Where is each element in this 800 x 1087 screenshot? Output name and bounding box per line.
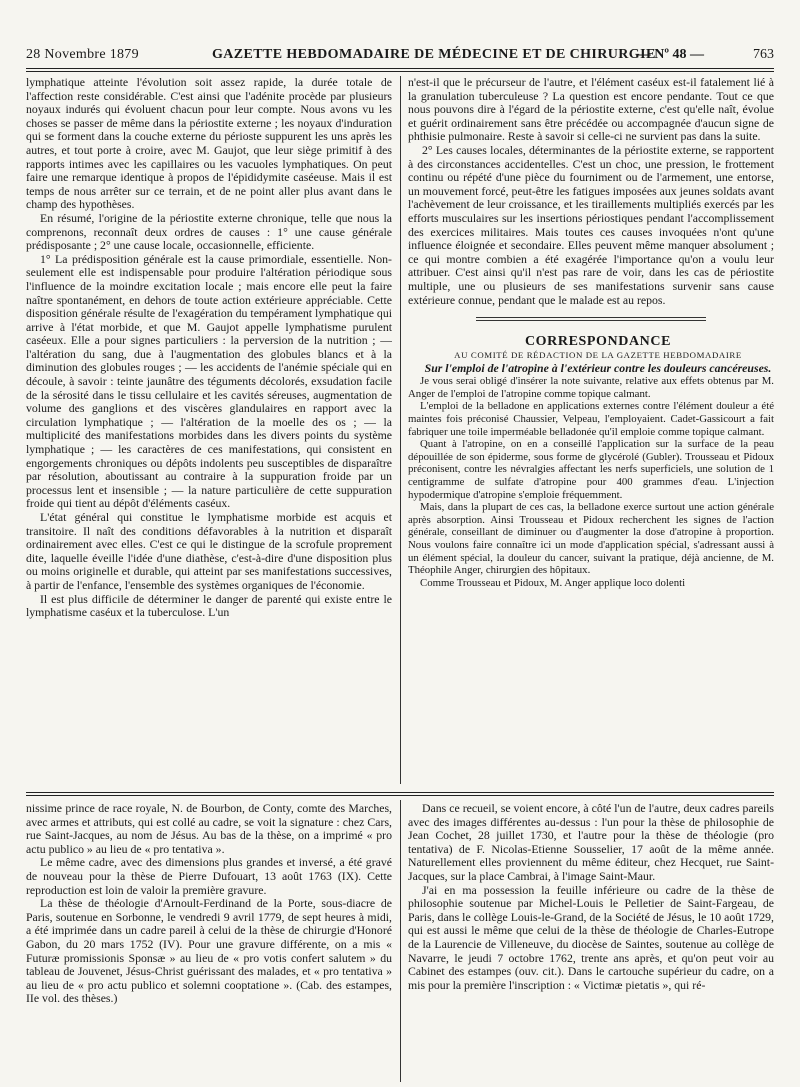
paragraph: Je vous serai obligé d'insérer la note suivante, relative aux effets obtenus par M. Anger de l'emploi de l'atropine comme topique calmant.: [408, 375, 774, 400]
column-divider: [400, 76, 401, 784]
bottom-right-column: [408, 802, 774, 1082]
issue-date: 28 Novembre 1879: [26, 47, 139, 62]
column-divider: [400, 800, 401, 1082]
feuilleton-rule-double: [26, 795, 774, 796]
paragraph: L'état général qui constitue le lymphatisme morbide est acquis et transitoire. Il naît des conditions défavorables à la nutrition et disparaît ordinairement avec elles. C'est ce qui le distingue de la scrofule proprement dite, laquelle éveille l'idée d'une diathèse, c'est-à-dire d'une disposition plus ou moins originelle et durable, qui atteint par ses manifestations successives, à partir de l'enfance, l'ensemble des systèmes organiques de l'économie.: [26, 510, 392, 592]
issue-number: — Nº 48 —: [636, 47, 704, 62]
paragraph: La thèse de théologie d'Arnoult-Ferdinand de la Porte, sous-diacre de Paris, soutenue en Sorbonne, le vendredi 9 avril 1779, de sept heures à midi, a été imprimée dans un cadre pareil à celui de la thèse de chirurgie d'Honoré Gabon, du 20 mars 1752 (IV). Pour une gravure différente, on a mis « Futuræ promissionis Sponsæ » au lieu de « pro votis confert salutem » du tableau de Jouvenet, Jésus-Christ guérissant des malades, et « pro tentativa » au lieu de « pro actu publico et solemni cooptatione ». (Cab. des estampes, IIe vol. des thèses.): [26, 896, 392, 1006]
paragraph: n'est-il que le précurseur de l'autre, et l'élément caséux est-il fatalement lié à la granulation tuberculeuse ? La question est encore pendante. Tout ce que nous pouvons dire à l'égard de la périostite externe, c'est qu'elle naît, évolue et guérit ordinairement sans être précédée ou accompagnée d'aucun signe de phthisie pulmonaire. Reste à savoir si celle-ci ne survient pas dans la suite.: [408, 76, 774, 144]
section-separator: [476, 317, 706, 321]
article-heading: Sur l'emploi de l'atropine à l'extérieur contre les douleurs cancéreuses.: [424, 361, 772, 376]
paragraph: 1° La prédisposition générale est la cause primordiale, essentielle. Non-seulement elle est indispensable pour produire l'altération périodique sous l'influence de la moindre excitation locale ; mais encore elle peut la faire naître spontanément, en dehors de toute action extérieure appréciable. Cette disposition générale résulte de l'exagération du tempérament lymphatique qui arrive à l'état morbide, et que M. Gaujot appelle lymphatisme purulent caséeux. Elle a pour signes particuliers : la perversion de la nutrition ; — l'altération du sang, due à l'augmentation des globules blancs et à la diminution des globules rouges ; — les accidents de l'anémie spéciale qui en découle, à savoir : teinte jaunâtre des téguments décolorés, exsudation facile de la sérosité dans le tissu cellulaire et les cavités séreuses, augmentation de volume des ganglions et des viscères glandulaires en rapport avec la circulation lymphatique ; — l'altération de la moelle des os ; — la multiplicité des manifestations morbides dans les divers points du système lymphatique ; — les caractères de ces manifestations, qui consistent en engorgements chroniques ou dépôts indolents peu susceptibles de disparaître par résolution, aboutissant au contraire à la suppuration froide par un processus lent et insensible ; — la nature particulière de cette suppuration froide qui tient au dépôt d'éléments caséux.: [26, 251, 392, 511]
page-number: 763: [753, 47, 774, 62]
journal-title: GAZETTE HEBDOMADAIRE DE MÉDECINE ET DE CHIRURGIE: [212, 47, 656, 62]
feuilleton-rule: [26, 792, 774, 793]
paragraph: Mais, dans la plupart de ces cas, la belladone exerce surtout une action générale après absorption. Ainsi Trousseau et Pidoux recherchent les signes de l'action générale, conseillant de diminuer ou d'augmenter la dose d'atropine à proportion. Nous voulons faire connaître ici un mode d'application spécial, s'adressant aussi à un élément spécial, la douleur du cancer, suivant la pratique, déjà ancienne, de M. Théophile Anger, chirurgien des hôpitaux.: [408, 501, 774, 577]
paragraph: Comme Trousseau et Pidoux, M. Anger applique loco dolenti: [420, 576, 686, 589]
paragraph: Quant à l'atropine, on en a conseillé l'application sur la surface de la peau dépouillée de son épiderme, sous forme de glycérolé (Gubler). Trousseau et Pidoux préconisent, contre les névralgies affectant les nerfs superficiels, une solution de 1 centigramme de sulfate d'atropine pour 400 grammes d'eau. L'injection hypodermique d'atropine s'emploie fréquemment.: [408, 438, 774, 501]
section-title: CORRESPONDANCE: [524, 334, 672, 350]
section-subtitle: AU COMITÉ DE RÉDACTION DE LA GAZETTE HEBDOMADAIRE: [454, 349, 742, 360]
paragraph: Le même cadre, avec des dimensions plus grandes et inversé, a été gravé de nouveau pour la thèse de Pierre Dufouart, 13 août 1763 (IX). Cette reproduction est loin de valoir la première gravure.: [26, 855, 392, 897]
correspondance-body: [408, 375, 774, 589]
page-header: [26, 44, 774, 66]
paragraph: L'emploi de la belladone en applications externes contre l'élément douleur a été maintes fois préconisé Chaussier, Velpeau, l'employaient. Cadet-Gassicourt a fait fabriquer une toile imperméable belladonée qu'il emploie comme topique calmant.: [408, 400, 774, 438]
paragraph: lymphatique atteinte l'évolution soit assez rapide, la durée totale de l'affection reste considérable. C'est ainsi que l'adénite procède par plusieurs noyaux indurés qui évoluent chacun pour leur compte. Nous avons vu les choses se passer de même dans la périostite externe ; les noyaux d'induration qui se forment dans la couche externe du périoste suppurent les uns après les autres, et tout porte à croire, avec M. Gaujot, que leur siège primitif à des rapports intimes avec les capillaires ou les vacuoles lymphatiques. On peut faire une remarque identique à propos de l'épididymite caséeuse. Mais il est temps de nous arrêter sur ce terrain, et de ne point aller plus avant dans le champ des hypothèses.: [26, 76, 392, 212]
paragraph: J'ai en ma possession la feuille inférieure ou cadre de la thèse de philosophie soutenue par Michel-Louis le Pelletier de Saint-Fargeau, de Paris, dans le collège Louis-le-Grand, de la Société de Jésus, le 10 août 1729, qui est aussi le même que celui de la thèse de théologie de Charles-Eutrope de la Laurencie de Villeneuve, du diocèse de Saintes, soutenue au collège de Navarre, le jeudi 7 octobre 1762, trente ans après, et qu'on peut voir au Cabinet des estampes (ouv. cit.). Dans le cartouche supérieur du cadre, on a mis pour la première l'inscription : « Victimæ pietatis », qui ré-: [408, 882, 774, 992]
paragraph: En résumé, l'origine de la périostite externe chronique, telle que nous la comprenons, reconnaît deux ordres de causes : 1° une cause générale prédisposante ; 2° une cause locale, occasionnelle, efficiente.: [26, 210, 392, 253]
paragraph: nissime prince de race royale, N. de Bourbon, de Conty, comte des Marches, avec armes et attributs, qui est collé au cadre, se voit la signature : chez Cars, rue Saint-Jacques, au nom de Jésus. Au bas de la thèse, on a imprimé « pro actu publico » au lieu de « pro tentativa ».: [26, 802, 392, 856]
top-left-column: [26, 76, 392, 780]
paragraph: Il est plus difficile de déterminer le danger de parenté qui existe entre le lymphatisme caséux et la tuberculose. L'un: [26, 591, 392, 620]
header-rule-double: [26, 71, 774, 72]
paragraph: Dans ce recueil, se voient encore, à côté l'un de l'autre, deux cadres pareils avec des images différentes au-dessus : l'un pour la thèse de philosophie de Jean Cochet, 28 juillet 1730, et l'autre pour la thèse de théologie (pro tentativa) de F. Nicolas-Etienne Sousselier, 17 août de la même année. Naturellement elles proviennent du même éditeur, chez Hecquet, rue Saint-Jacques, sur la place Cambrai, à l'image Saint-Maur.: [408, 802, 774, 883]
top-right-column: [408, 76, 774, 782]
bottom-left-column: [26, 802, 392, 1082]
paragraph: 2° Les causes locales, déterminantes de la périostite externe, se rapportent à des circonstances accidentelles. C'est un choc, une pression, le frottement continu ou répété d'une pièce du fourniment ou de l'armement, une entorse, un mouvement forcé, peut-être les fatigues imposées aux jeunes soldats avant l'achèvement de leur croissance, et les tiraillements multipliés exercés par les efforts musculaires sur les insertions périostiques pendant l'accomplissement des exercices militaires. Mais toutes ces causes invoquées n'ont qu'une influence éloignée et secondaire. Elles peuvent même manquer absolument ; ce qui montre combien a été exagérée l'importance qu'on a voulu leur attribuer. C'est ainsi qu'il n'est pas rare de voir, dans les cas de périostite multiple, une ou plusieurs de ses manifestations survenir sans cause extérieure connue, pendant que le malade est au repos.: [408, 142, 774, 307]
header-rule: [26, 68, 774, 69]
